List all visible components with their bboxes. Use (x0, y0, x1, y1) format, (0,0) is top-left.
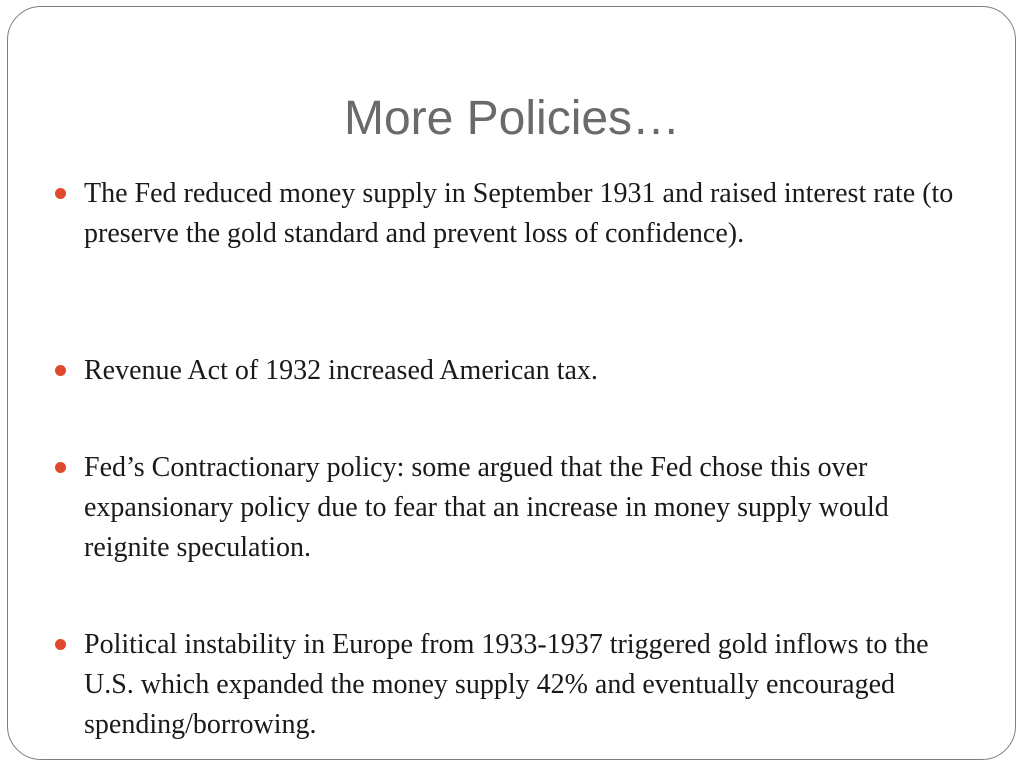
bullet-text: Fed’s Contractionary policy: some argued that the Fed chose this over expansionary policy due to fear that an increase in money supply would reignite speculation. (84, 452, 889, 563)
slide-title: More Policies… (343, 92, 681, 145)
bullet-text: Political instability in Europe from 1933-1937 triggered gold inflows to the U.S. which expanded the money supply 42% and eventually encouraged spending/borrowing. (84, 629, 929, 740)
bullet-item (84, 625, 964, 745)
bullet-item (84, 448, 964, 568)
bullet-text: The Fed reduced money supply in September 1931 and raised interest rate (to preserve the gold standard and prevent loss of confidence). (84, 178, 954, 249)
bullet-item (84, 174, 964, 254)
bullet-dot-icon (55, 188, 66, 199)
bullet-dot-icon (55, 365, 66, 376)
bullet-item (84, 351, 964, 391)
bullet-dot-icon (55, 462, 66, 473)
bullet-text: Revenue Act of 1932 increased American tax. (84, 355, 598, 386)
bullet-dot-icon (55, 639, 66, 650)
